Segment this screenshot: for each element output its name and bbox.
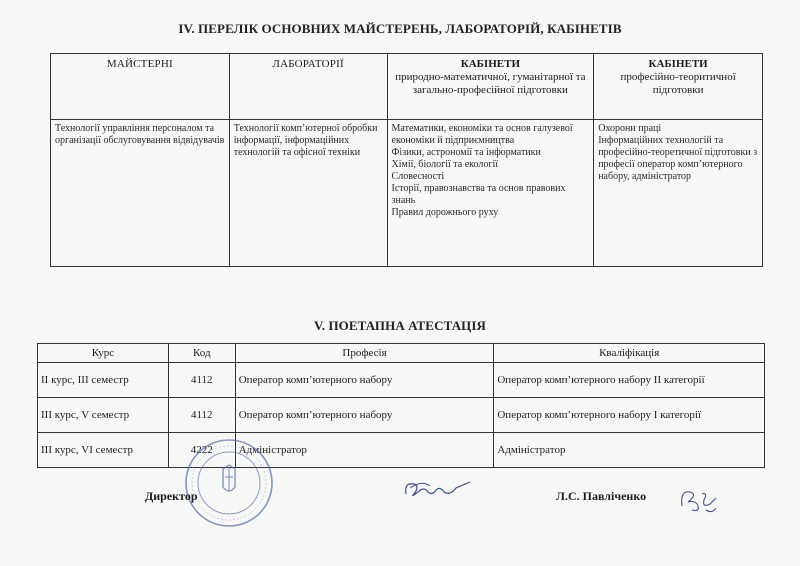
table-row [38,433,765,468]
header-cabinets-professional [594,54,763,120]
header-main: КАБІНЕТИ [460,58,520,70]
cell-cabinets-professional [594,120,763,267]
cell-profession: Адміністратор [235,433,494,468]
header-workshops [51,54,230,120]
list-item: Технології комп’ютерної обробки інформації, інформаційних технологій та офісної техніки [233,123,378,158]
cell-code: 4112 [168,398,235,433]
header-sub: професійно-теоритичної підготовки [620,71,736,96]
list-item: Фізики, астрономії та інформатики [391,147,541,158]
director-name: Л.С. Павліченко [556,489,647,503]
cell-profession: Оператор комп’ютерного набору [235,363,494,398]
cell-workshops [51,120,230,267]
cell-course: ІІІ курс, V семестр [38,398,169,433]
cell-qualification: Оператор комп’ютерного набору І категорії [494,398,765,433]
list-item: Історії, правознавства та основ правових знань [391,183,566,206]
list-item: Хімії, біології та екології [391,159,499,170]
list-item: Словесності [391,171,445,182]
director-signature-icon [400,474,482,504]
cell-profession: Оператор комп’ютерного набору [235,398,494,433]
header-main: КАБІНЕТИ [648,58,708,70]
table-row [38,398,765,433]
column-header-profession: Професія [235,344,494,363]
table-header-row [38,344,765,363]
table-row [38,363,765,398]
list-item: Математики, економіки та основ галузевої економіки й підприємництва [391,123,573,146]
table-row [51,120,763,267]
cell-qualification: Оператор комп’ютерного набору ІІ категорії [494,363,765,398]
section-5-title: V. ПОЕТАПНА АТЕСТАЦІЯ [313,318,487,333]
list-item: Технології управління персоналом та організації обслуговування відвідувачів [55,123,225,146]
cell-course: ІІІ курс, VІ семестр [38,433,169,468]
cell-code: 4112 [168,363,235,398]
cell-code: 4222 [168,433,235,468]
header-main: МАЙСТЕРНІ [106,58,173,70]
header-sub: природно-математичної, гуманітарної та загально-професійної підготовки [395,71,586,96]
table-header-row [51,54,763,120]
director-label: Директор [145,489,198,503]
official-stamp-icon [183,437,275,529]
cell-qualification: Адміністратор [494,433,765,468]
cell-laboratories [229,120,387,267]
cell-course: ІІ курс, ІІІ семестр [38,363,169,398]
list-item: Інформаційних технологій та професійно-теоретичної підготовки з професії оператор комп’ютерного набору, адміністратор [598,135,758,182]
workshops-table [50,53,763,267]
column-header-course: Курс [38,344,169,363]
attestation-table [37,343,765,468]
list-item: Правил дорожнього руху [391,207,499,218]
column-header-code: Код [168,344,235,363]
header-laboratories [229,54,387,120]
header-main: ЛАБОРАТОРІЇ [272,58,344,70]
list-item: Охорони праці [598,123,662,134]
cell-cabinets-general [387,120,594,267]
column-header-qualification: Кваліфікація [494,344,765,363]
approval-signature-icon [676,482,722,518]
section-4-title: IV. ПЕРЕЛІК ОСНОВНИХ МАЙСТЕРЕНЬ, ЛАБОРАТОРІЙ, КАБІНЕТІВ [178,21,622,36]
header-cabinets-general [387,54,594,120]
